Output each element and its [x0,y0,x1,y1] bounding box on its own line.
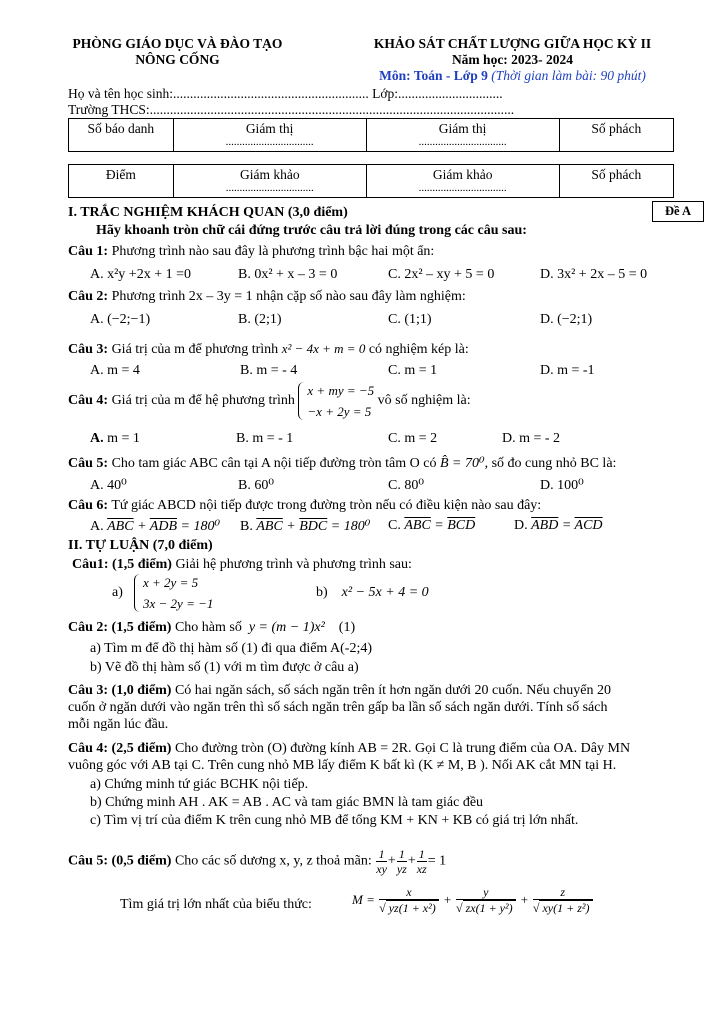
essay-4a: a) Chứng minh tứ giác BCHK nội tiếp. [90,777,309,792]
q5-option-d: D. 100⁰ [540,478,584,493]
q3-option-a: A. m = 4 [90,363,140,378]
question-6: Câu 6: Tứ giác ABCD nội tiếp được trong đường tròn nếu có điều kiện nào sau đây: [68,498,542,513]
department-name: PHÒNG GIÁO DỤC VÀ ĐÀO TẠO [72,36,283,51]
m-term-3: $\frac{z}{\text{√ xy(1 + z²)}}$ [533,885,593,915]
question-5: Câu 5: Cho tam giác ABC cân tại A nội tiếp đường tròn tâm O có B̂ = 70⁰, số đo cung nhỏ BC là: [68,456,617,471]
essay-question-2: Câu 2: (1,5 điểm) Cho hàm số y = (m − 1)x² (1) [68,620,356,635]
essay-1b: b) x² − 5x + 4 = 0 [316,585,429,600]
cell-grader-1: Giám khảo ................................ [173,165,366,198]
student-name-line: Họ và tên học sinh:.......................................................... Lớp:............................... [68,86,503,101]
q3-option-d: D. m = -1 [540,363,595,378]
q5-angle: B̂ = 70⁰ [439,456,485,471]
cell-grader-2: Giám khảo ................................ [366,165,559,198]
q4-option-b: B. m = - 1 [236,431,294,446]
school-line: Trường THCS:............................................................................................................ [68,102,515,117]
essay-3-line2: cuốn ở ngăn dưới vào ngăn trên thì số sách ngăn trên gấp ba lần số sách ngăn dưới. Tính số sách [68,700,608,715]
school-year: Năm học: 2023- 2024 [451,52,574,67]
cell-score: Điểm [69,165,174,198]
cell-proctor-1: Giám thị ................................ [173,119,366,152]
q5-option-a: A. 40⁰ [90,478,127,493]
part1-title: I. TRẮC NGHIỆM KHÁCH QUAN (3,0 điểm) [68,205,348,220]
question-4: Câu 4: Giá trị của m để hệ phương trình x + my = −5 −x + 2y = 5 vô số nghiệm là: [68,380,471,422]
q1-option-d: D. 3x² + 2x – 5 = 0 [540,267,648,282]
cell-proctor-2: Giám thị ................................ [366,119,559,152]
q1-option-b: B. 0x² + x – 3 = 0 [238,267,338,282]
essay-1a-label: a) [112,585,123,600]
q4-system: x + my = −5 −x + 2y = 5 [298,380,374,422]
q6-option-b: B. $\overline{ABC} + \overline{BDC} = 180^0$ [240,519,371,534]
cell-code-1: Số phách [559,119,673,152]
subject: Môn: Toán - Lớp 9 [379,68,488,83]
q6-option-c: C. $\overline{ABC} = \overline{BCD}$ [388,518,476,533]
condition-fraction-1: $\frac{1}{xy}$ [376,847,387,876]
part2-title: II. TỰ LUẬN (7,0 điểm) [68,538,213,553]
department-header [55,36,300,68]
q1-option-c: C. 2x² – xy + 5 = 0 [388,267,495,282]
subject-line [340,68,685,84]
m-term-1: $\frac{x}{\text{√ yz(1 + x²)}}$ [379,885,439,915]
q5-option-b: B. 60⁰ [238,478,274,493]
q6-option-d: D. $\overline{ABD} = \overline{ACD}$ [514,518,603,533]
q3-option-c: C. m = 1 [388,363,438,378]
q1-option-a: A. x²y +2x + 1 =0 [90,267,191,282]
essay-question-3: Câu 3: (1,0 điểm) Có hai ngăn sách, số sách ngăn trên ít hơn ngăn dưới 20 cuốn. Nếu chuyển 20 [68,683,612,698]
essay-question-5: Câu 5: (0,5 điểm) Cho các số dương x, y, z thoả mãn: $\frac{1}{xy}$ + $\frac{1}{yz}$ + $\frac{1}{xz}$ = 1 [68,847,447,876]
expression-M: M = $\frac{x}{\text{√ yz(1 + x²)}}$ + $\frac{y}{\text{√ zx(1 + y²)}}$ + $\frac{z}{\text{√ xy(1 + z²)}}$ [352,885,594,915]
q5-option-c: C. 80⁰ [388,478,424,493]
grader-table [68,164,674,198]
essay-3-line3: mỗi ngăn lúc đầu. [68,717,169,732]
essay-question-1: Câu1: (1,5 điểm) Giải hệ phương trình và phương trình sau: [72,557,412,572]
cell-candidate-number: Số báo danh [69,119,174,152]
q3-option-b: B. m = - 4 [240,363,298,378]
q4-option-c: C. m = 2 [388,431,438,446]
exam-title: KHẢO SÁT CHẤT LƯỢNG GIỮA HỌC KỲ II [373,36,652,51]
question-1: Câu 1: Phương trình nào sau đây là phương trình bậc hai một ẩn: [68,244,435,259]
cell-code-2: Số phách [559,165,673,198]
exam-code-badge: Đề A [652,201,704,222]
essay-4b: b) Chứng minh AH . AK = AB . AC và tam giác BMN là tam giác đều [90,795,484,810]
condition-fraction-3: $\frac{1}{xz}$ [416,847,427,876]
essay-2b: b) Vẽ đồ thị hàm số (1) với m tìm được ở câu a) [90,660,359,675]
q3-equation: x² − 4x + m = 0 [281,341,366,356]
q2-option-a: A. (−2;−1) [90,312,151,327]
essay-5-ask: Tìm giá trị lớn nhất của biểu thức: [120,897,312,912]
q6-option-a: A. $\overline{ABC} + \overline{ADB} = 180^0$ [90,519,221,534]
exam-header [340,36,685,84]
part1-instruction: Hãy khoanh tròn chữ cái đứng trước câu trả lời đúng trong các câu sau: [96,223,527,238]
q2-option-b: B. (2;1) [238,312,282,327]
essay-question-4: Câu 4: (2,5 điểm) Cho đường tròn (O) đường kính AB = 2R. Gọi C là trung điểm của OA. Dây MN [68,741,631,756]
essay-2a: a) Tìm m để đồ thị hàm số (1) đi qua điểm A(-2;4) [90,641,373,656]
district-name: NÔNG CỐNG [135,52,220,67]
q2-option-d: D. (−2;1) [540,312,593,327]
exam-time: (Thời gian làm bài: 90 phút) [491,68,646,83]
question-2: Câu 2: Phương trình 2x – 3y = 1 nhận cặp số nào sau đây làm nghiệm: [68,289,466,304]
essay-1a-system: x + 2y = 5 3x − 2y = −1 [134,572,213,614]
essay-4c: c) Tìm vị trí của điểm K trên cung nhỏ MB để tổng KM + KN + KB có giá trị lớn nhất. [90,813,579,828]
q2-option-c: C. (1;1) [388,312,432,327]
question-3: Câu 3: Giá trị của m để phương trình x² − 4x + m = 0 có nghiệm kép là: [68,341,469,357]
function-expression: y = (m − 1)x² [248,620,325,635]
essay-4-line2: vuông góc với AB tại C. Trên cung nhỏ MB lấy điểm K bất kì (K ≠ M, B ). Nối AK cắt MN tại H. [68,758,617,773]
q4-option-d: D. m = - 2 [502,431,561,446]
q4-option-a: A. m = 1 [90,431,140,446]
proctor-table [68,118,674,152]
condition-fraction-2: $\frac{1}{yz}$ [396,847,407,876]
m-term-2: $\frac{y}{\text{√ zx(1 + y²)}}$ [456,885,516,915]
